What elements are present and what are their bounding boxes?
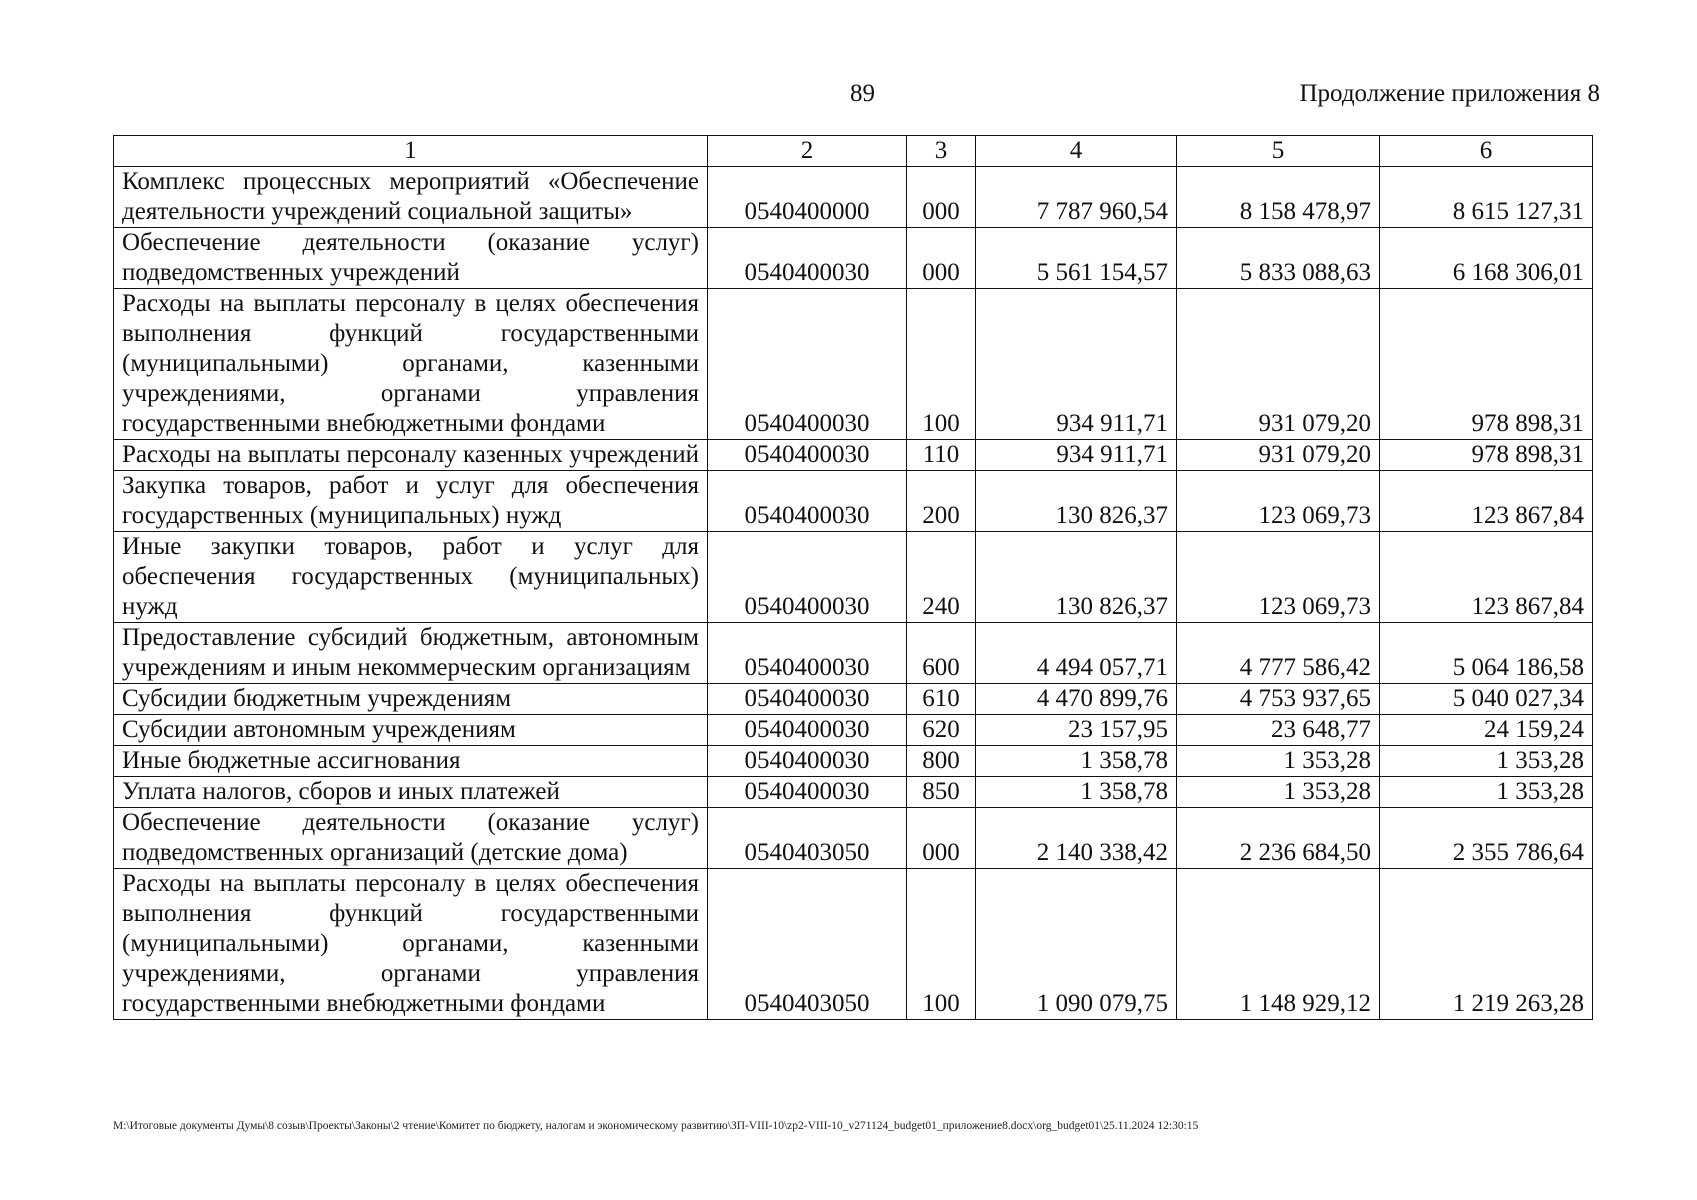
expense-name-cell: Иные закупки товаров, работ и услуг для обеспечения государственных (муниципальных) нужд xyxy=(114,532,708,623)
expense-type-code-cell: 600 xyxy=(907,623,976,684)
expense-name-cell: Иные бюджетные ассигнования xyxy=(114,746,708,777)
amount-col4-cell: 1 358,78 xyxy=(976,746,1177,777)
target-article-code-cell: 0540400030 xyxy=(708,471,907,532)
amount-col4-cell: 934 911,71 xyxy=(976,289,1177,440)
budget-table xyxy=(113,135,1593,1020)
page-number: 89 xyxy=(850,80,875,107)
target-article-code-cell: 0540400030 xyxy=(708,289,907,440)
amount-col5-cell: 1 148 929,12 xyxy=(1177,869,1380,1020)
expense-name-cell: Предоставление субсидий бюджетным, автономным учреждениям и иным некоммерческим организациям xyxy=(114,623,708,684)
column-header: 4 xyxy=(976,136,1177,167)
expense-name-cell: Расходы на выплаты персоналу в целях обеспечения выполнения функций государственными (муниципальными) органами, казенными учреждениями, органами управления государственными внебюджетными фондами xyxy=(114,289,708,440)
expense-type-code-cell: 000 xyxy=(907,167,976,228)
amount-col5-cell: 931 079,20 xyxy=(1177,440,1380,471)
amount-col4-cell: 4 494 057,71 xyxy=(976,623,1177,684)
amount-col6-cell: 8 615 127,31 xyxy=(1380,167,1593,228)
expense-type-code-cell: 800 xyxy=(907,746,976,777)
table-header-row xyxy=(114,136,1593,167)
amount-col6-cell: 2 355 786,64 xyxy=(1380,808,1593,869)
amount-col4-cell: 130 826,37 xyxy=(976,532,1177,623)
table-row xyxy=(114,777,1593,808)
expense-name-cell: Обеспечение деятельности (оказание услуг) подведомственных организаций (детские дома) xyxy=(114,808,708,869)
amount-col5-cell: 1 353,28 xyxy=(1177,746,1380,777)
amount-col4-cell: 934 911,71 xyxy=(976,440,1177,471)
column-header: 3 xyxy=(907,136,976,167)
amount-col5-cell: 4 777 586,42 xyxy=(1177,623,1380,684)
table-row xyxy=(114,869,1593,1020)
amount-col5-cell: 1 353,28 xyxy=(1177,777,1380,808)
table-row xyxy=(114,471,1593,532)
column-header: 2 xyxy=(708,136,907,167)
amount-col5-cell: 8 158 478,97 xyxy=(1177,167,1380,228)
expense-type-code-cell: 200 xyxy=(907,471,976,532)
expense-type-code-cell: 100 xyxy=(907,869,976,1020)
target-article-code-cell: 0540400030 xyxy=(708,715,907,746)
amount-col6-cell: 1 353,28 xyxy=(1380,746,1593,777)
expense-name-cell: Закупка товаров, работ и услуг для обеспечения государственных (муниципальных) нужд xyxy=(114,471,708,532)
expense-name-cell: Расходы на выплаты персоналу в целях обеспечения выполнения функций государственными (муниципальными) органами, казенными учреждениями, органами управления государственными внебюджетными фондами xyxy=(114,869,708,1020)
amount-col6-cell: 5 064 186,58 xyxy=(1380,623,1593,684)
expense-name-cell: Расходы на выплаты персоналу казенных учреждений xyxy=(114,440,708,471)
target-article-code-cell: 0540400030 xyxy=(708,532,907,623)
table-body xyxy=(114,167,1593,1020)
table-row xyxy=(114,808,1593,869)
target-article-code-cell: 0540400030 xyxy=(708,777,907,808)
expense-type-code-cell: 110 xyxy=(907,440,976,471)
amount-col4-cell: 1 358,78 xyxy=(976,777,1177,808)
target-article-code-cell: 0540400030 xyxy=(708,684,907,715)
target-article-code-cell: 0540400030 xyxy=(708,746,907,777)
amount-col6-cell: 5 040 027,34 xyxy=(1380,684,1593,715)
target-article-code-cell: 0540403050 xyxy=(708,869,907,1020)
amount-col4-cell: 4 470 899,76 xyxy=(976,684,1177,715)
amount-col5-cell: 123 069,73 xyxy=(1177,471,1380,532)
target-article-code-cell: 0540400030 xyxy=(708,228,907,289)
amount-col4-cell: 5 561 154,57 xyxy=(976,228,1177,289)
target-article-code-cell: 0540403050 xyxy=(708,808,907,869)
amount-col5-cell: 4 753 937,65 xyxy=(1177,684,1380,715)
table-row xyxy=(114,715,1593,746)
expense-name-cell: Комплекс процессных мероприятий «Обеспечение деятельности учреждений социальной защиты» xyxy=(114,167,708,228)
expense-name-cell: Обеспечение деятельности (оказание услуг) подведомственных учреждений xyxy=(114,228,708,289)
amount-col5-cell: 2 236 684,50 xyxy=(1177,808,1380,869)
expense-type-code-cell: 610 xyxy=(907,684,976,715)
table-row xyxy=(114,228,1593,289)
expense-type-code-cell: 000 xyxy=(907,808,976,869)
amount-col6-cell: 978 898,31 xyxy=(1380,440,1593,471)
amount-col5-cell: 23 648,77 xyxy=(1177,715,1380,746)
footer-file-path: M:\Итоговые документы Думы\8 созыв\Проекты\Законы\2 чтение\Комитет по бюджету, налогам и экономическому развитию\ЗП-VIII-10\zp2-VIII-10_v271124_budget01_приложение8.docx\org_budget01\25.11.2024 12:30:15 xyxy=(113,1120,1199,1132)
expense-type-code-cell: 000 xyxy=(907,228,976,289)
table-row xyxy=(114,289,1593,440)
target-article-code-cell: 0540400030 xyxy=(708,623,907,684)
amount-col6-cell: 6 168 306,01 xyxy=(1380,228,1593,289)
column-header: 1 xyxy=(114,136,708,167)
table-row xyxy=(114,440,1593,471)
expense-type-code-cell: 240 xyxy=(907,532,976,623)
amount-col6-cell: 978 898,31 xyxy=(1380,289,1593,440)
expense-name-cell: Субсидии бюджетным учреждениям xyxy=(114,684,708,715)
amount-col5-cell: 931 079,20 xyxy=(1177,289,1380,440)
expense-name-cell: Субсидии автономным учреждениям xyxy=(114,715,708,746)
expense-type-code-cell: 620 xyxy=(907,715,976,746)
expense-name-cell: Уплата налогов, сборов и иных платежей xyxy=(114,777,708,808)
amount-col4-cell: 23 157,95 xyxy=(976,715,1177,746)
table-row xyxy=(114,532,1593,623)
appendix-title: Продолжение приложения 8 xyxy=(1299,80,1600,107)
amount-col4-cell: 7 787 960,54 xyxy=(976,167,1177,228)
table-row xyxy=(114,167,1593,228)
column-header: 5 xyxy=(1177,136,1380,167)
expense-type-code-cell: 100 xyxy=(907,289,976,440)
amount-col6-cell: 123 867,84 xyxy=(1380,532,1593,623)
expense-type-code-cell: 850 xyxy=(907,777,976,808)
amount-col5-cell: 123 069,73 xyxy=(1177,532,1380,623)
column-header: 6 xyxy=(1380,136,1593,167)
target-article-code-cell: 0540400030 xyxy=(708,440,907,471)
table-row xyxy=(114,623,1593,684)
amount-col6-cell: 24 159,24 xyxy=(1380,715,1593,746)
amount-col6-cell: 1 353,28 xyxy=(1380,777,1593,808)
amount-col4-cell: 130 826,37 xyxy=(976,471,1177,532)
amount-col6-cell: 123 867,84 xyxy=(1380,471,1593,532)
amount-col6-cell: 1 219 263,28 xyxy=(1380,869,1593,1020)
amount-col4-cell: 1 090 079,75 xyxy=(976,869,1177,1020)
amount-col5-cell: 5 833 088,63 xyxy=(1177,228,1380,289)
table-row xyxy=(114,746,1593,777)
amount-col4-cell: 2 140 338,42 xyxy=(976,808,1177,869)
target-article-code-cell: 0540400000 xyxy=(708,167,907,228)
table-row xyxy=(114,684,1593,715)
